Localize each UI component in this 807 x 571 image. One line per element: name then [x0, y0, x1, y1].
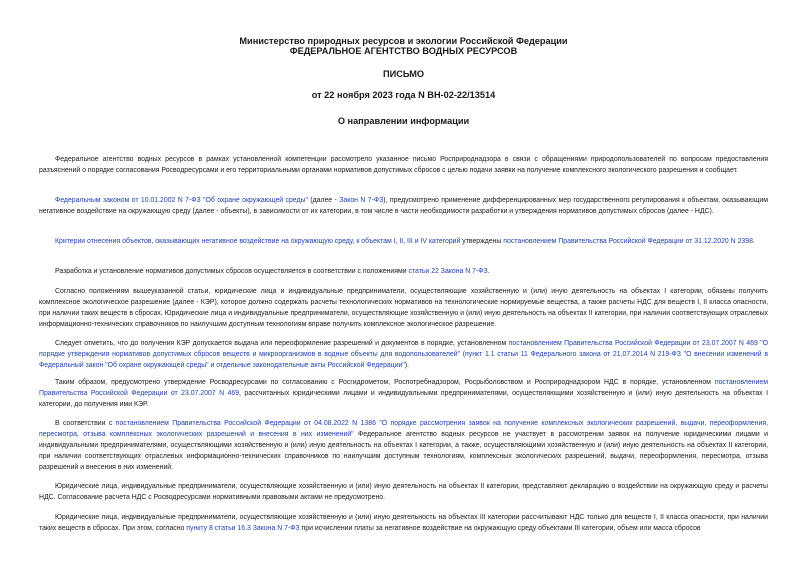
document-date-number: от 22 ноября 2023 года N ВН-02-22/13514 — [311, 90, 496, 100]
paragraph-3-text-2: . — [752, 238, 755, 245]
paragraph-9: Юридические лица, индивидуальные предприниматели, осуществляющие хозяйственную и (или) иную деятельность на объектах II категории, представляют декларацию о воздействии на окружающую среду и расчеты НДС. Согласование расчета НДС с Росводресурсами нормативными правовыми актами не предусмотрено. — [39, 483, 768, 501]
paragraph-4-text-2: . — [487, 268, 490, 275]
ministry-name: Министерство природных ресурсов и экологии Российской Федерации — [239, 36, 568, 46]
paragraph-1: Федеральное агентство водных ресурсов в рамках установленной компетенции рассмотрело указанное письмо Росприроднадзора в связи с обращениями природопользователей по вопросам предоставления разъяснений о порядке согласования Росводресурсами и его территориальными органами нормативов допустимых сбросов с целью подачи заявки на получение комплексного экологического разрешения и сообщает. — [39, 156, 768, 174]
link-article-16-3[interactable]: пункту 8 статьи 16.3 Закона N 7-ФЗ — [186, 525, 300, 532]
paragraph-6-text-2: ). — [404, 362, 410, 369]
link-law-7fz[interactable]: Закон N 7-ФЗ — [339, 197, 384, 204]
paragraph-8-text-1: В соответствии с — [55, 420, 116, 427]
paragraph-2-text-2: ), предусмотрено применение дифференцированных мер государственного регулирования к объектам, оказывающим негативное воздействие на окружающую среду (далее - объекты), в зависимости от их категории, в том числе в части необходимости разработки и утверждения нормативов допустимых сбросов (далее - НДС). — [39, 197, 768, 215]
paragraph-7-text-2: , рассчитанных юридическими лицами и индивидуальными предпринимателями, осуществляющими хозяйственную и (или) иную деятельность на объектах I категории, до получения ими КЭР. — [39, 390, 768, 408]
link-resolution-1386[interactable]: постановлением Правительства Российской Федерации от 04.08.2022 N 1386 "О порядке рассмотрения заявок на получение комплексных экологических разрешений, выдачи, переоформления, пересмотра, отзыва комплексных экологических разрешений и внесения в них изменений" — [39, 420, 768, 438]
paragraph-2-text-1: (далее - — [307, 197, 340, 204]
paragraph-4 — [39, 266, 768, 277]
link-resolution-469-short[interactable]: постановлением Правительства Российской Федерации от 23.07.2007 N 469 — [39, 379, 768, 397]
document-type: ПИСЬМО — [382, 69, 425, 79]
paragraph-3 — [39, 236, 768, 247]
paragraph-8 — [39, 418, 768, 473]
paragraph-8-text-2: Федеральное агентство водных ресурсов не участвует в рассмотрении заявок на получение юридическими лицами и индивидуальными предпринимателями, осуществляющими хозяйственную и (или) иную деятельность на объектах I категории, а также, осуществляющими хозяйственную и (или) иную деятельность на объектах II категории, при наличии соответствующих отраслевых информационно-технических справочников по наилучшим доступным технологиям, комплексных экологических разрешений, выдачи, переоформления, пересмотра, отзыва разрешений и внесения в них изменений. — [39, 431, 768, 471]
paragraph-6-text-1: Следует отметить, что до получения КЭР допускается выдача или переоформление разрешений и документов в порядке, установленном — [55, 340, 509, 347]
agency-name: ФЕДЕРАЛЬНОЕ АГЕНТСТВО ВОДНЫХ РЕСУРСОВ — [289, 46, 518, 56]
paragraph-7 — [39, 377, 768, 410]
link-resolution-469[interactable]: постановлением Правительства Российской Федерации от 23.07.2007 N 469 "О порядке утверждения нормативов допустимых сбросов веществ и микроорганизмов в водные объекты для водопользователей" (пункт 1.1 статьи 11 Федерального закона от 21.07.2014 N 219-ФЗ "О внесении изменений в Федеральный закон "Об охране окружающей среды" и отдельные законодательные акты Российской Федерации" — [39, 340, 768, 369]
link-criteria-categories[interactable]: Критерии отнесения объектов, оказывающих негативное воздействие на окружающую среду, к объектам I, II, III и IV категорий — [55, 238, 461, 245]
link-resolution-2398[interactable]: постановлением Правительства Российской Федерации от 31.12.2020 N 2398 — [503, 238, 753, 245]
paragraph-10 — [39, 512, 768, 534]
document-subject: О направлении информации — [337, 116, 470, 126]
paragraph-6 — [39, 338, 768, 371]
paragraph-5: Согласно положениям вышеуказанной статьи, юридические лица и индивидуальные предприниматели, осуществляющие хозяйственную и (или) иную деятельность на объектах I категории, обязаны получить комплексное экологическое разрешение (далее - КЭР), которое должно содержать расчеты технологических нормативов на технологические нормируемые вещества, а также расчеты НДС для веществ I, II класса опасности, при наличии таких веществ в сбросах. Юридические лица и индивидуальные предприниматели, осуществляющие хозяйственную и (или) иную деятельность на объектах II категории, при наличии соответствующих отраслевых информационно-технических справочников по наилучшим доступным технологиям вправе получить комплексное экологическое разрешение. — [39, 288, 768, 328]
paragraph-4-text-1: Разработка и установление нормативов допустимых сбросов осуществляется в соответствии с положениями — [55, 268, 409, 275]
paragraph-3-text-1: утверждены — [460, 238, 504, 245]
link-federal-law-7fz[interactable]: Федеральным законом от 10.01.2002 N 7-ФЗ "Об охране окружающей среды" — [55, 197, 308, 204]
paragraph-10-text-2: при исчислении платы за негативное воздействие на окружающую среду объектами III категории, объем или масса сбросов — [299, 525, 701, 532]
paragraph-10-text-1: Юридические лица, индивидуальные предприниматели, осуществляющие хозяйственную и (или) иную деятельность на объектах III категории рассчитывают НДС только для веществ I, II класса опасности, при наличии таких веществ в сбросах. При этом, согласно — [39, 514, 768, 532]
paragraph-7-text-1: Таким образом, предусмотрено утверждение Росводресурсами по согласованию с Росгидрометом, Роспотребнадзором, Росрыболовством и Росприроднадзором НДС в порядке, установленном — [55, 379, 715, 386]
paragraph-2 — [39, 195, 768, 217]
link-article-22[interactable]: статьи 22 Закона N 7-ФЗ — [408, 268, 488, 275]
